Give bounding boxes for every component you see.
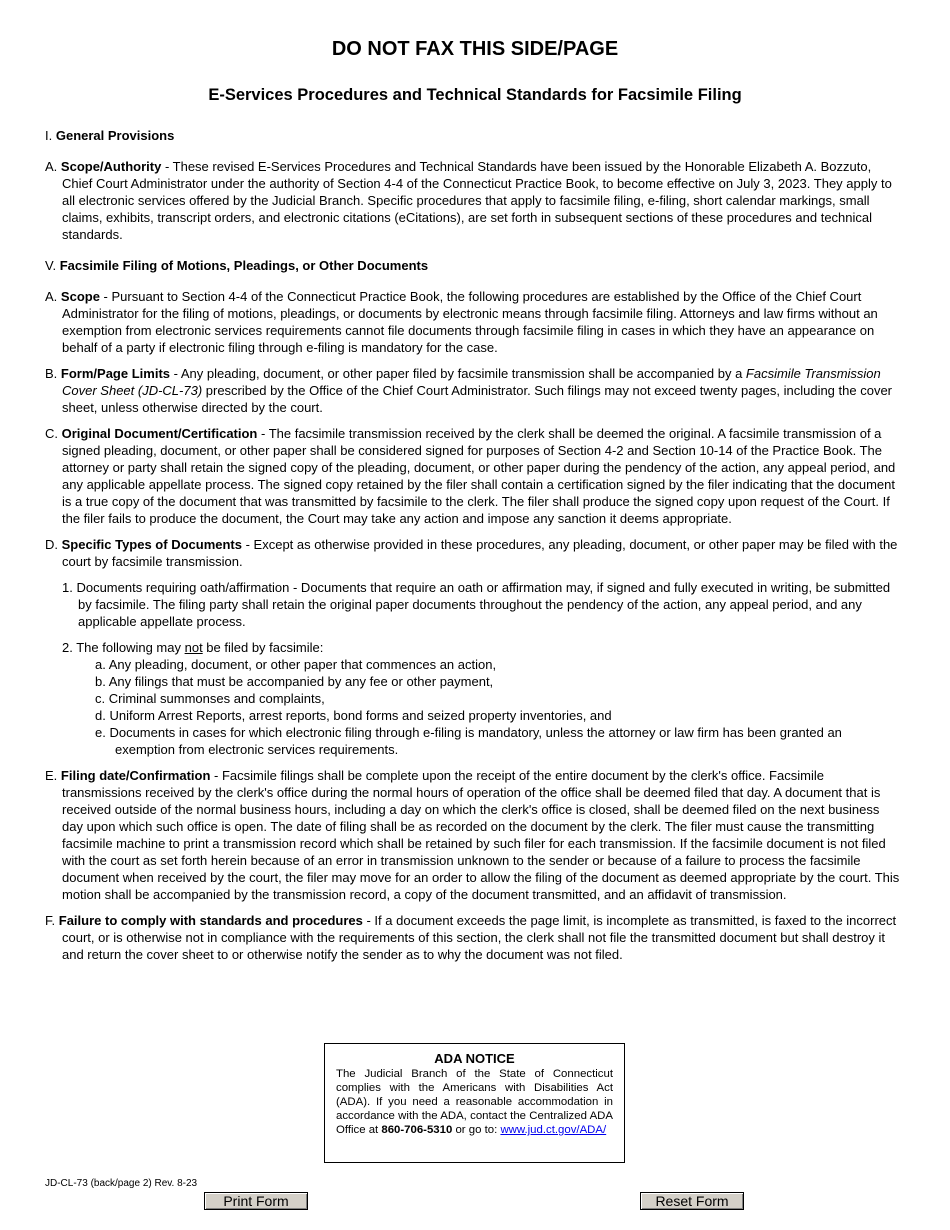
paragraph-specific-types: D. Specific Types of Documents - Except as otherwise provided in these procedures, any pleading, document, or other paper may be filed with the court by facsimile transmission. <box>45 537 898 569</box>
section-facsimile-filing: V. Facsimile Filing of Motions, Pleadings, or Other Documents <box>45 258 429 273</box>
prohibited-list <box>95 656 900 758</box>
list-item: c. Criminal summonses and complaints, <box>95 691 325 706</box>
page-subtitle: E-Services Procedures and Technical Standards for Facsimile Filing <box>208 86 742 104</box>
section-general-provisions: I. General Provisions <box>45 128 175 143</box>
print-form-button[interactable]: Print Form <box>204 1192 308 1210</box>
ada-notice-title: ADA NOTICE <box>434 1051 515 1066</box>
list-item: a. Any pleading, document, or other paper that commences an action, <box>95 657 497 672</box>
ada-notice-text: The Judicial Branch of the State of Connecticut complies with the Americans with Disabilities Act (ADA). If you need a reasonable accommodation in accordance with the ADA, contact the Centralized ADA Office at 860-706-5310 or go to: www.jud.ct.gov/ADA/ <box>336 1068 613 1136</box>
paragraph-scope-authority: A. Scope/Authority - These revised E-Services Procedures and Technical Standards have been issued by the Honorable Elizabeth A. Bozzuto, Chief Court Administrator under the authority of Section 4-4 of the Connecticut Practice Book, to become effective on July 3, 2023. They apply to all electronic services offered by the Judicial Branch. Specific procedures that apply to facsimile filing, e-filing, short calendar markings, small claims, exhibits, transcript orders, and electronic citations (eCitations), are set forth in subsequent sections of these procedures and technical standards. <box>45 159 892 242</box>
page-title: DO NOT FAX THIS SIDE/PAGE <box>331 38 619 60</box>
paragraph-filing-date: E. Filing date/Confirmation - Facsimile filings shall be complete upon the receipt of the entire document by the clerk's office. Facsimile transmissions received by the clerk's office during the normal hours of operation of the office shall be deemed filed that day. A document that is received outside of the normal business hours, including a day on which the clerk's office is closed, shall be deemed filed on the next business day upon which such office is open. The date of filing shall be as recorded on the document by the clerk. The filer must cause the transmitting facsimile machine to print a transmission record which shall be retained by such filer for each transmission. If the facsimile document is not filed with the court as set forth herein because of an error in transmission unknown to the sender or because of a failure to process the facsimile document when received by the court, the filer may move for an order to allow the filing of the document as deemed appropriate by the court. This motion shall be accompanied by the transmission record, a copy of the document transmitted, and an affidavit of transmission. <box>45 768 900 902</box>
list-item: e. Documents in cases for which electronic filing through e-filing is mandatory, unless the attorney or law firm has been granted an exemption from electronic services requirements. <box>95 725 842 757</box>
paragraph-failure-to-comply: F. Failure to comply with standards and procedures - If a document exceeds the page limit, is incomplete as transmitted, is faxed to the incorrect court, or is otherwise not in compliance with the requirements of this section, the clerk shall not file the transmitted document but shall destroy it and return the cover sheet to or otherwise notify the sender as to why the document was not filed. <box>45 913 897 962</box>
ada-notice-box <box>324 1043 625 1163</box>
section-heading: General Provisions <box>55 128 175 143</box>
paragraph-original-document: C. Original Document/Certification - The facsimile transmission received by the clerk shall be deemed the original. A facsimile transmission of a signed pleading, document, or other paper shall be considered signed for purposes of Section 4-2 and Section 10-14 of the Practice Book. The attorney or party shall retain the signed copy of the pleading, document, or other paper during the pendency of the action, any appeal period, and any applicable appellate process. The signed copy retained by the filer shall contain a certification signed by the filer indicating that the document is a true copy of the document that was transmitted by facsimile to the clerk. The filer shall produce the signed copy upon request of the Court. If the filer fails to produce the document, the Court may take any action and impose any sanction it deems appropriate. <box>45 426 896 526</box>
section-heading: Facsimile Filing of Motions, Pleadings, or Other Documents <box>59 258 429 273</box>
paragraph-form-page-limits: B. Form/Page Limits - Any pleading, document, or other paper filed by facsimile transmission shall be accompanied by a Facsimile Transmission Cover Sheet (JD-CL-73) prescribed by the Office of the Chief Court Administrator. Such filings may not exceed twenty pages, including the cover sheet, unless otherwise directed by the court. <box>45 366 893 415</box>
form-footer: JD-CL-73 (back/page 2) Rev. 8-23 <box>45 1178 198 1189</box>
reset-form-button[interactable]: Reset Form <box>640 1192 744 1210</box>
list-item: b. Any filings that must be accompanied by any fee or other payment, <box>95 674 494 689</box>
item-oath-affirmation: 1. Documents requiring oath/affirmation - Documents that require an oath or affirmation may, if signed and fully executed in writing, be submitted by facsimile. The filing party shall retain the original paper documents throughout the pendency of the action, any appeal period, and any applicable appellate process. <box>62 580 891 629</box>
list-item: d. Uniform Arrest Reports, arrest reports, bond forms and seized property inventories, and <box>95 708 612 723</box>
ada-link[interactable]: www.jud.ct.gov/ADA/ <box>500 1124 607 1136</box>
document-body <box>45 127 900 972</box>
paragraph-scope: A. Scope - Pursuant to Section 4-4 of the Connecticut Practice Book, the following procedures are established by the Office of the Chief Court Administrator for the filing of motions, pleadings, or documents by electronic means through facsimile filing. Attorneys and law firms without an exemption from electronic services requirements cannot file documents through facsimile filing in cases in which they have an appearance on behalf of a party if electronic filing through e-filing is mandatory for the case. <box>45 289 878 355</box>
item-not-filed-by-fax: 2. The following may not be filed by facsimile: a. Any pleading, document, or other paper that commences an action, b. Any filings that must be accompanied by any fee or other payment, c. Criminal summonses and complaints, d. Uniform Arrest Reports, arrest reports, bond forms and seized property inventories, and e. Documents in cases for which electronic filing through e-filing is mandatory, unless the attorney or law firm has been granted an exemption from electronic services requirements. <box>62 639 900 758</box>
